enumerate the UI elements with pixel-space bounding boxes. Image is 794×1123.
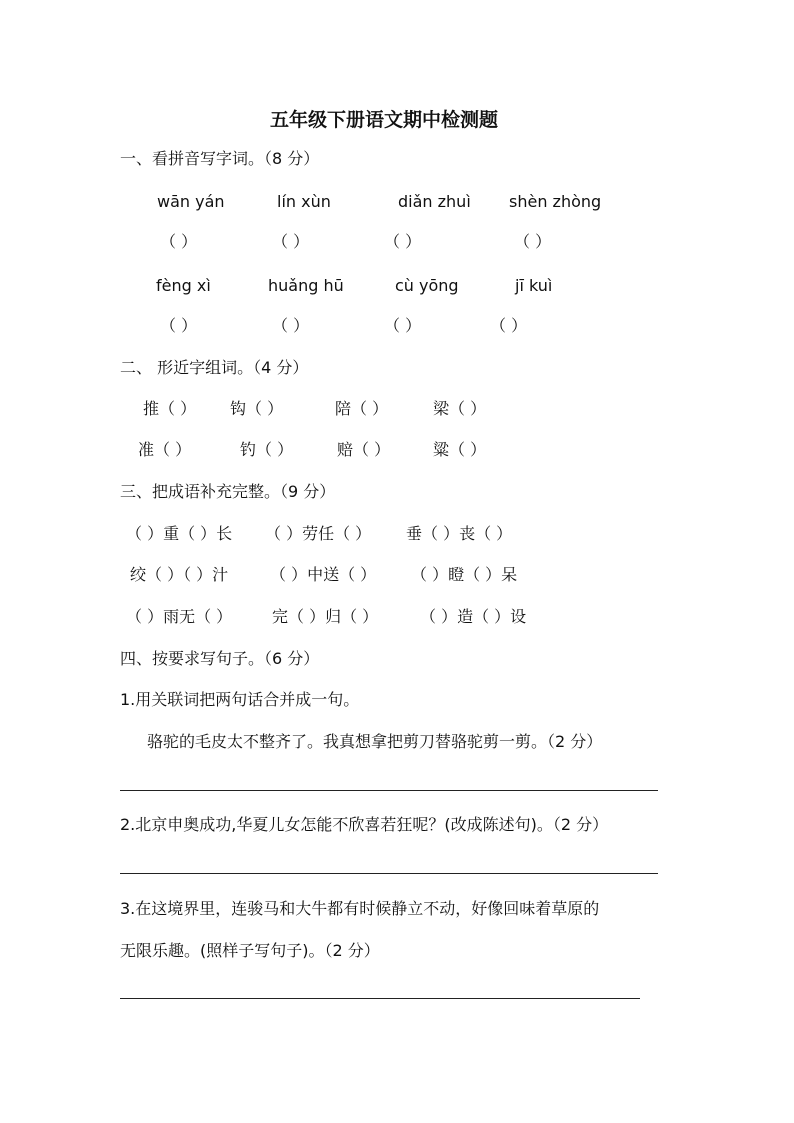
answer-blank: （ ）: [490, 316, 528, 335]
idiom-item: 垂（ ）丧（ ）: [406, 524, 513, 543]
char-group-item: 粱（ ）: [433, 440, 487, 459]
answer-blank: （ ）: [384, 232, 422, 251]
idiom-item: （ ）劳任（ ）: [265, 524, 372, 543]
pinyin-item: jī kuì: [515, 276, 553, 295]
char-group-item: 梁（ ）: [433, 399, 487, 418]
char-group-item: 准（ ）: [138, 440, 192, 459]
answer-blank: （ ）: [514, 232, 552, 251]
pinyin-item: shèn zhòng: [509, 192, 602, 211]
section3-heading: 三、把成语补充完整。（9 分）: [120, 482, 336, 501]
answer-line: [120, 873, 658, 874]
answer-line: [120, 790, 658, 791]
idiom-item: （ ）雨无（ ）: [126, 607, 233, 626]
answer-blank: （ ）: [160, 232, 198, 251]
pinyin-item: lín xùn: [277, 192, 331, 211]
char-group-item: 推（ ）: [143, 399, 197, 418]
pinyin-item: diǎn zhuì: [398, 192, 471, 211]
section4-heading: 四、按要求写句子。（6 分）: [120, 649, 320, 668]
idiom-item: （ ）瞪（ ）呆: [411, 565, 518, 584]
question-1-sentence: 骆驼的毛皮太不整齐了。我真想拿把剪刀替骆驼剪一剪。（2 分）: [147, 732, 603, 751]
answer-blank: （ ）: [272, 232, 310, 251]
pinyin-item: cù yōng: [395, 276, 459, 295]
pinyin-item: huǎng hū: [268, 276, 344, 295]
question-1: 1.用关联词把两句话合并成一句。: [120, 690, 360, 709]
answer-blank: （ ）: [160, 316, 198, 335]
idiom-item: 完（ ）归（ ）: [272, 607, 379, 626]
pinyin-item: fèng xì: [156, 276, 211, 295]
question-3-line1: 3.在这境界里，连骏马和大牛都有时候静立不动，好像回味着草原的: [120, 899, 600, 918]
answer-blank: （ ）: [384, 316, 422, 335]
question-2: 2.北京申奥成功,华夏儿女怎能不欣喜若狂呢？(改成陈述句)。（2 分）: [120, 815, 609, 834]
answer-blank: （ ）: [272, 316, 310, 335]
idiom-item: 绞（ ）（ ）汁: [130, 565, 229, 584]
char-group-item: 陪（ ）: [335, 399, 389, 418]
idiom-item: （ ）重（ ）长: [126, 524, 233, 543]
idiom-item: （ ）造（ ）设: [420, 607, 527, 626]
section1-heading: 一、看拼音写字词。（8 分）: [120, 149, 320, 168]
char-group-item: 赔（ ）: [337, 440, 391, 459]
idiom-item: （ ）中送（ ）: [270, 565, 377, 584]
question-3-line2: 无限乐趣。(照样子写句子)。（2 分）: [120, 941, 380, 960]
char-group-item: 钩（ ）: [230, 399, 284, 418]
page-title: 五年级下册语文期中检测题: [270, 109, 499, 131]
pinyin-item: wān yán: [157, 192, 225, 211]
section2-heading: 二、 形近字组词。（4 分）: [120, 358, 309, 377]
answer-line: [120, 998, 640, 999]
char-group-item: 钓（ ）: [240, 440, 294, 459]
